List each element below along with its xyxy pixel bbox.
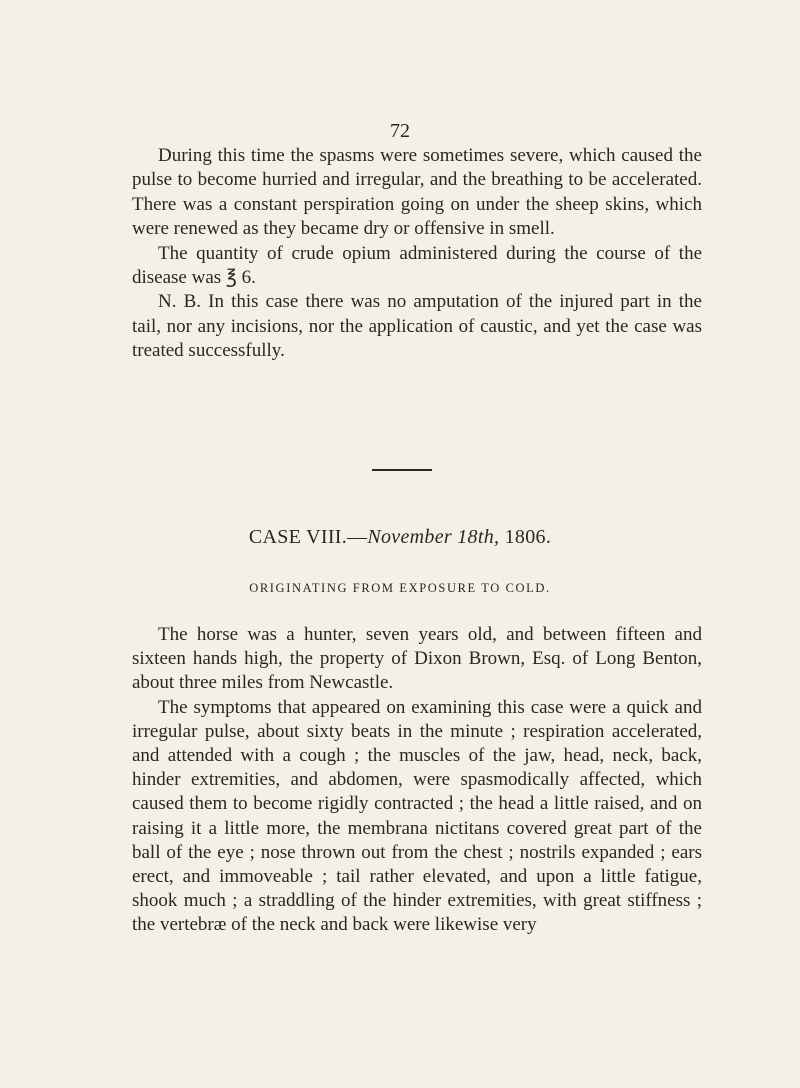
case-heading-date: November 18th,	[367, 526, 500, 548]
section-divider	[372, 469, 432, 471]
paragraph-symptoms: The symptoms that appeared on examining this case were a quick and irregular pulse, about sixty beats in the minute ; respiration accelerated, and attended with a cough ; the muscles of the jaw, head, neck, back, hinder extremities, and abdomen, were spasmodically affected, which caused them to become rigidly contracted ; the head a little raised, and on raising it a little more, the membrana nictitans covered great part of the ball of the eye ; nose thrown out from the chest ; nostrils expanded ; ears erect, and immoveable ; tail rather elevated, and upon a little fatigue, shook much ; a straddling of the hinder extremities, with great stiffness ; the vertebræ of the neck and back were likewise very	[132, 696, 702, 936]
paragraph-horse-description: The horse was a hunter, seven years old, and between fifteen and sixteen hands high, the property of Dixon Brown, Esq. of Long Benton, about three miles from Newcastle.	[132, 624, 702, 694]
case-subheading: ORIGINATING FROM EXPOSURE TO COLD.	[249, 581, 551, 595]
paragraph-nota-bene: N. B. In this case there was no amputation of the injured part in the tail, nor any incisions, nor the application of caustic, and yet the case was treated successfully.	[132, 291, 702, 362]
bottom-text-block	[132, 623, 702, 938]
top-text-block	[132, 144, 702, 364]
page-number: 72	[390, 120, 410, 142]
paragraph-spasms: During this time the spasms were sometimes severe, which caused the pulse to become hurried and irregular, and the breathing to be accelerated. There was a constant perspiration going on under the sheep skins, which were renewed as they became dry or offensive in smell.	[132, 145, 702, 240]
case-heading	[0, 526, 800, 549]
case-heading-year: 1806.	[499, 526, 552, 548]
paragraph-opium-quantity: The quantity of crude opium administered during the course of the disease was ℥ 6.	[132, 242, 702, 289]
case-heading-label: CASE VIII.—	[248, 526, 368, 548]
